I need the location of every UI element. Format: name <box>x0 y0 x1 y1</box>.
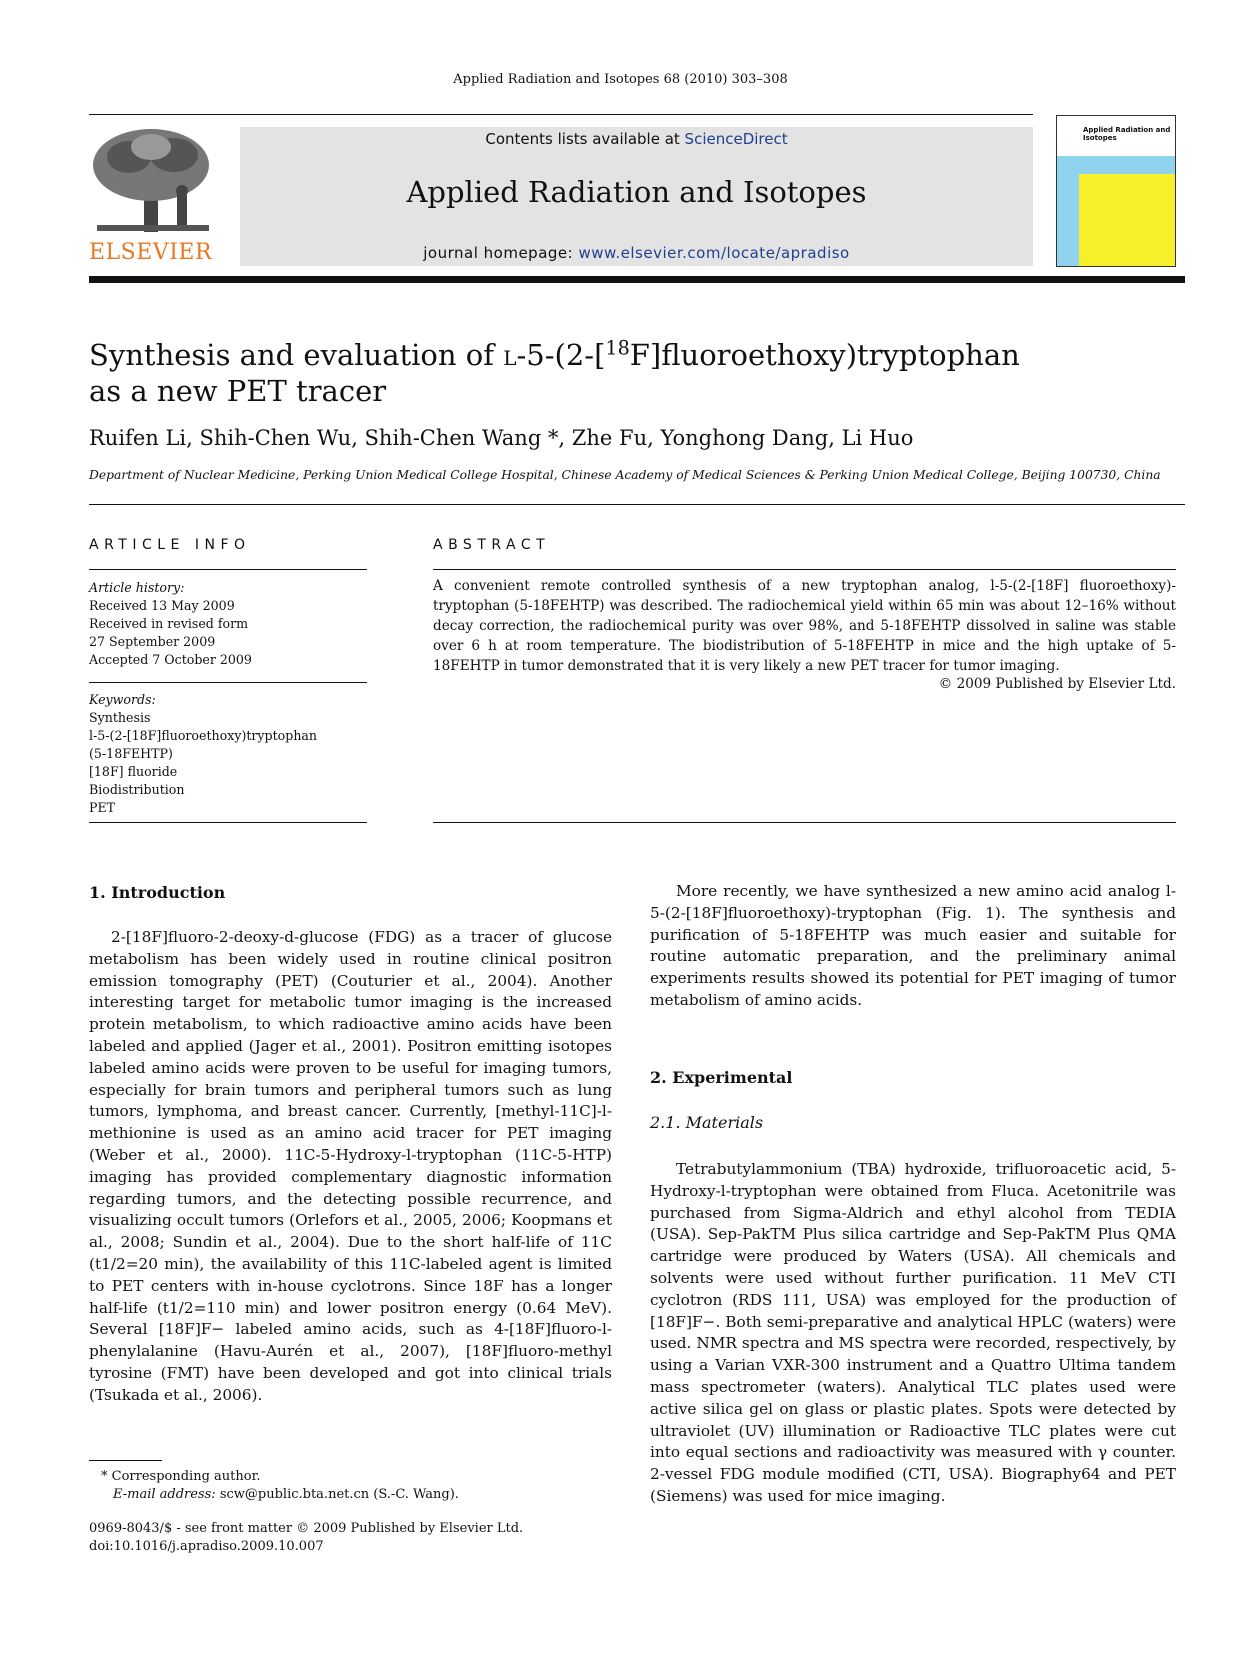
header-rule <box>89 114 1033 115</box>
author-list: Ruifen Li, Shih-Chen Wu, Shih-Chen Wang *, Zhe Fu, Yonghong Dang, Li Huo <box>89 426 914 450</box>
keywords-rule <box>89 682 367 683</box>
email-address[interactable]: scw@public.bta.net.cn (S.-C. Wang). <box>219 1487 459 1502</box>
homepage-link[interactable]: www.elsevier.com/locate/apradiso <box>578 244 850 262</box>
abstract-copyright: © 2009 Published by Elsevier Ltd. <box>938 676 1176 692</box>
title-part: l <box>503 338 517 372</box>
keyword: l-5-(2-[18F]fluoroethoxy)tryptophan <box>89 728 318 743</box>
keyword: Biodistribution <box>89 782 185 797</box>
running-head: Applied Radiation and Isotopes 68 (2010) 303–308 <box>453 72 788 87</box>
cover-blue <box>1057 156 1079 266</box>
history-item: Accepted 7 October 2009 <box>89 652 252 667</box>
history-item: 27 September 2009 <box>89 634 216 649</box>
imprint <box>89 1520 689 1556</box>
history-label: Article history: <box>89 580 185 595</box>
abstract-rule <box>433 569 1176 570</box>
homepage-line <box>240 244 1033 262</box>
article-info-heading: ARTICLE INFO <box>89 537 251 553</box>
intro-paragraph: 2-[18F]fluoro-2-deoxy-d-glucose (FDG) as a tracer of glucose metabolism has been widely used in routine clinical positron emission tomography (PET) (Couturier et al., 2004). Another interesting target for metabolic tumor imaging is the increased protein metabolism, to which radioactive amino acids have been labeled and applied (Jager et al., 2001). Positron emitting isotopes labeled amino acids were proven to be useful for imaging tumors, especially for brain tumors and peripheral tumors such as lung tumors, lymphoma, and breast cancer. Currently, [methyl-11C]-l-methionine is used as an amino acid tracer for PET imaging (Weber et al., 2000). 11C-5-Hydroxy-l-tryptophan (11C-5-HTP) imaging has provided complementary diagnostic information regarding tumors, and the detecting possible recurrence, and visualizing occult tumors (Orlefors et al., 2005, 2006; Koopmans et al., 2008; Sundin et al., 2004). Due to the short half-life of 11C (t1/2=20 min), the availability of this 11C-labeled agent is limited to PET centers with in-house cyclotrons. Since 18F has a longer half-life (t1/2=110 min) and lower positron energy (0.64 MeV). Several [18F]F− labeled amino acids, such as 4-[18F]fluoro-l-phenylalanine (Havu-Aurén et al., 2007), [18F]fluoro-methyl tyrosine (FMT) have been developed and got into clinical trials (Tsukada et al., 2006). <box>89 928 612 1404</box>
article-title <box>89 337 1089 409</box>
title-rule <box>89 504 1185 505</box>
keyword: [18F] fluoride <box>89 764 178 779</box>
email-label: E-mail address: <box>113 1487 220 1502</box>
right-paragraph: More recently, we have synthesized a new amino acid analog l-5-(2-[18F]fluoroethoxy)-tryptophan (Fig. 1). The synthesis and purification of 5-18FEHTP was much easier and suitable for routine automatic preparation, and the preliminary animal experiments results showed its potential for PET imaging of tumor metabolism of amino acids. <box>650 882 1176 1009</box>
header-thick-rule <box>89 276 1185 283</box>
keyword: Synthesis <box>89 710 151 725</box>
title-part: -5-(2-[ <box>516 338 606 372</box>
materials-paragraph: Tetrabutylammonium (TBA) hydroxide, trifluoroacetic acid, 5-Hydroxy-l-tryptophan were obtained from Fluca. Acetonitrile was purchased from Sigma-Aldrich and ethyl alcohol from TEDIA (USA). Sep-PakTM Plus silica cartridge and Sep-PakTM Plus QMA cartridge were produced by Waters (USA). All chemicals and solvents were used without further purification. 11 MeV CTI cyclotron (RDS 111, USA) was employed for the production of [18F]F−. Both semi-preparative and analytical HPLC (waters) were used. NMR spectra and MS spectra were recorded, respectively, by using a Varian VXR-300 instrument and a Quattro Ultima tandem mass spectrometer (waters). Analytical TLC plates used were active silica gel on glass or plastic plates. Spots were detected by ultraviolet (UV) illumination or Radioactive TLC plates were cut into equal sections and radioactivity was measured with γ counter. 2-vessel FDG module modified (CTI, USA). Biography64 and PET (Siemens) was used for mice imaging. <box>650 1160 1176 1505</box>
history-item: Received in revised form <box>89 616 249 631</box>
sciencedirect-link[interactable]: ScienceDirect <box>684 130 788 148</box>
materials-heading: 2.1. Materials <box>650 1113 764 1132</box>
article-info-rule <box>89 569 367 570</box>
article-info-end-rule <box>89 822 367 823</box>
experimental-heading: 2. Experimental <box>650 1068 793 1087</box>
journal-title: Applied Radiation and Isotopes <box>406 175 867 209</box>
doi-line[interactable]: doi:10.1016/j.apradiso.2009.10.007 <box>89 1539 324 1554</box>
abstract-end-rule <box>433 822 1176 823</box>
cover-title: Applied Radiation and Isotopes <box>1083 126 1171 142</box>
abstract-heading: ABSTRACT <box>433 537 551 553</box>
journal-banner <box>240 127 1033 266</box>
keywords <box>89 691 379 817</box>
keyword: PET <box>89 800 116 815</box>
title-part: F]fluoroethoxy)tryptophan <box>629 338 1020 372</box>
elsevier-logo <box>89 127 219 267</box>
abstract-text: A convenient remote controlled synthesis of a new tryptophan analog, l-5-(2-[18F] fluoroethoxy)-tryptophan (5-18FEHTP) was described. The radiochemical yield within 65 min was about 12–16% without decay correction, the radiochemical purity was over 98%, and 5-18FEHTP dissolved in saline was stable over 6 h at room temperature. The biodistribution of 5-18FEHTP in mice and the high uptake of 5-18FEHTP in tumor demonstrated that it is very likely a new PET tracer for tumor imaging. <box>433 578 1176 674</box>
affiliation: Department of Nuclear Medicine, Perking Union Medical College Hospital, Chinese Academy of Medical Sciences & Perking Union Medical College, Beijing 100730, China <box>89 468 1161 482</box>
imprint-line: 0969-8043/$ - see front matter © 2009 Published by Elsevier Ltd. <box>89 1521 524 1536</box>
homepage-prefix: journal homepage: <box>423 244 579 262</box>
email-line <box>89 1486 589 1504</box>
journal-cover <box>1056 115 1176 267</box>
contents-line <box>240 130 1033 148</box>
keywords-label: Keywords: <box>89 692 156 707</box>
footnote-rule <box>89 1460 162 1461</box>
contents-prefix: Contents lists available at <box>485 130 685 148</box>
corresponding-author: * Corresponding author. <box>101 1469 261 1484</box>
history-item: Received 13 May 2009 <box>89 598 235 613</box>
intro-heading: 1. Introduction <box>89 883 226 902</box>
footnote <box>89 1468 589 1504</box>
article-history <box>89 579 379 669</box>
title-part: Synthesis and evaluation of <box>89 338 504 372</box>
title-part: 18 <box>605 336 630 360</box>
elsevier-wordmark: ELSEVIER <box>89 240 213 265</box>
title-part: as a new PET tracer <box>89 374 387 408</box>
cover-yellow <box>1079 174 1175 266</box>
keyword: (5-18FEHTP) <box>89 746 173 761</box>
